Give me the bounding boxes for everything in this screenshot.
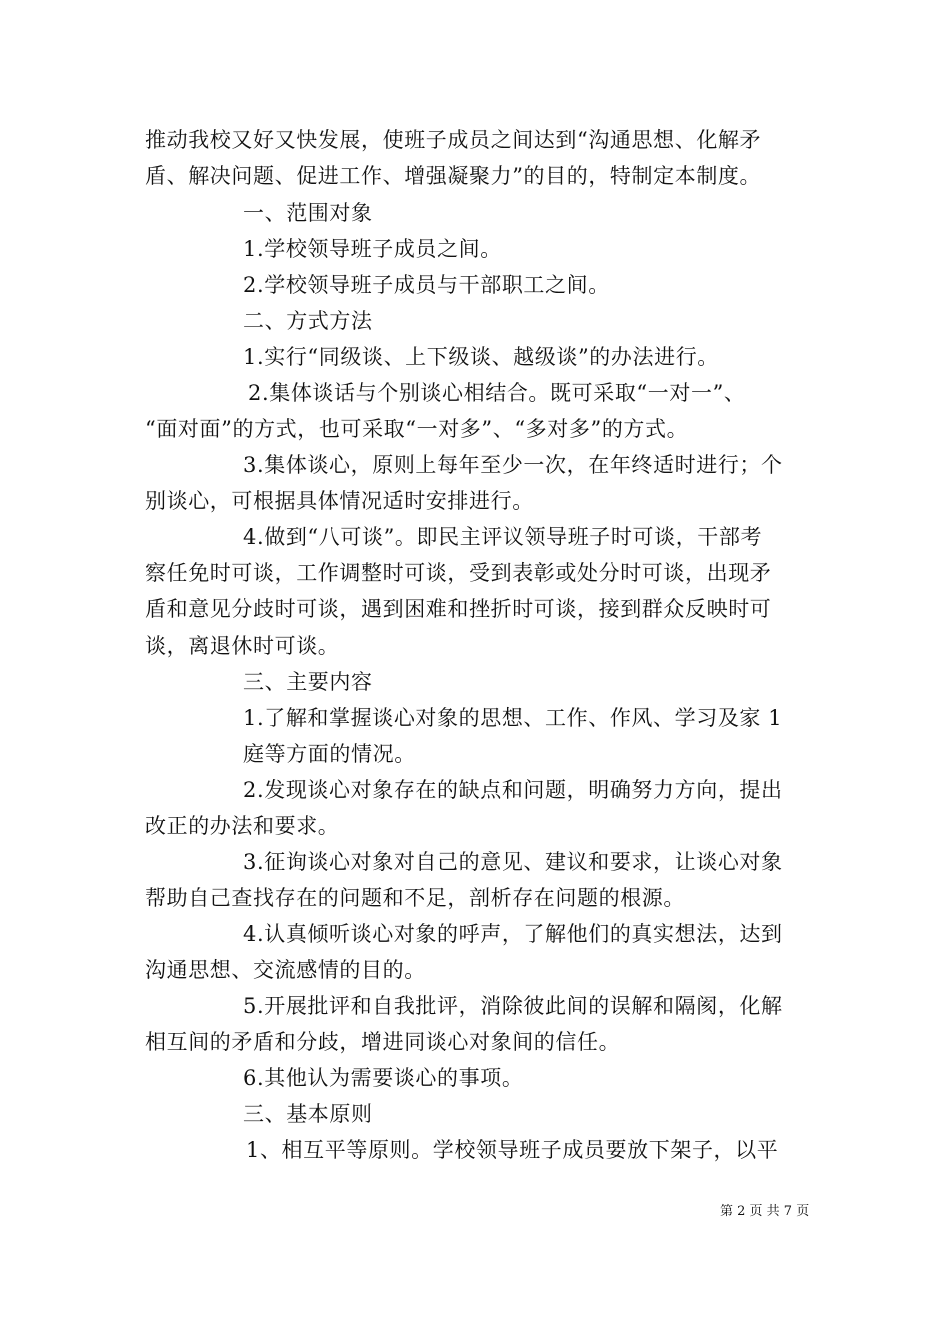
text-line: 4.认真倾听谈心对象的呼声，了解他们的真实想法，达到 [243,922,783,946]
text-line: 盾、解决问题、促进工作、增强凝聚力”的目的，特制定本制度。 [145,164,762,188]
text-line: 庭等方面的情况。 [243,742,416,766]
text-line: 6.其他认为需要谈心的事项。 [243,1066,524,1090]
text-line: “面对面”的方式，也可采取“一对多”、“多对多”的方式。 [145,417,689,441]
text-line: 察任免时可谈，工作调整时可谈，受到表彰或处分时可谈，出现矛 [145,561,772,585]
text-line: 3.集体谈心，原则上每年至少一次，在年终适时进行；个 [243,453,783,477]
section-heading: 一、范围对象 [243,201,373,225]
section-heading: 二、方式方法 [243,309,373,333]
text-line: 1.实行“同级谈、上下级谈、越级谈”的办法进行。 [243,345,719,369]
text-line: 推动我校又好又快发展，使班子成员之间达到“沟通思想、化解矛 [145,128,762,152]
page-number-footer: 第 2 页 共 7 页 [720,1204,810,1219]
text-line: 帮助自己查找存在的问题和不足，剖析存在问题的根源。 [145,886,685,910]
text-line: 3.征询谈心对象对自己的意见、建议和要求，让谈心对象 [243,850,783,874]
text-line: 盾和意见分歧时可谈，遇到困难和挫折时可谈，接到群众反映时可 [145,597,772,621]
text-line: 1.了解和掌握谈心对象的思想、工作、作风、学习及家 1 [243,706,783,730]
text-line: 1.学校领导班子成员之间。 [243,237,502,261]
text-line: 改正的办法和要求。 [145,814,340,838]
text-line: 谈，离退休时可谈。 [145,634,340,658]
text-line: 别谈心，可根据具体情况适时安排进行。 [145,489,534,513]
text-line: 1、相互平等原则。学校领导班子成员要放下架子，以平 [246,1138,779,1162]
section-heading: 三、基本原则 [243,1102,373,1126]
text-line: 4.做到“八可谈”。即民主评议领导班子时可谈，干部考 [243,525,763,549]
text-line: 2.发现谈心对象存在的缺点和问题，明确努力方向，提出 [243,778,783,802]
text-line: 5.开展批评和自我批评，消除彼此间的误解和隔阂，化解 [243,994,783,1018]
text-line: 2.集体谈话与个别谈心相结合。既可采取“一对一”、 [248,381,746,405]
text-line: 相互间的矛盾和分歧，增进同谈心对象间的信任。 [145,1030,621,1054]
section-heading: 三、主要内容 [243,670,373,694]
text-line: 2.学校领导班子成员与干部职工之间。 [243,273,610,297]
text-line: 沟通思想、交流感情的目的。 [145,958,426,982]
